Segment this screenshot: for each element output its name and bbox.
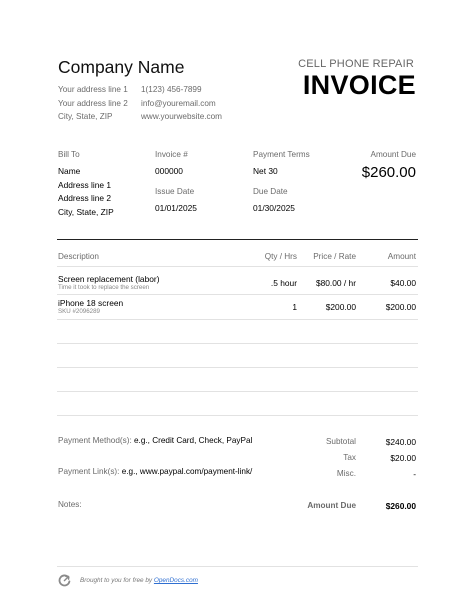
table-row-2-price: $200.00	[325, 302, 356, 312]
opendocs-logo-icon	[58, 574, 71, 587]
footer-credit	[80, 577, 198, 584]
table-row-rule	[57, 415, 418, 416]
misc-label: Misc.	[336, 469, 356, 478]
issue-date: 01/01/2025	[155, 203, 197, 213]
table-row-1-note: Time it took to replace the screen	[58, 284, 150, 291]
contact-phone: 1(123) 456-7899	[141, 85, 202, 94]
table-row-rule	[57, 391, 418, 392]
payment-terms: Net 30	[253, 166, 278, 176]
tax-value: $20.00	[390, 453, 416, 463]
table-row-1-price: $80.00 / hr	[315, 278, 356, 288]
notes-label: Notes:	[58, 500, 82, 509]
amount-due-value: $260.00	[361, 164, 416, 181]
payment-link-line	[58, 467, 252, 476]
payment-method-value: e.g., Credit Card, Check, PayPal	[134, 436, 253, 445]
due-date-label: Due Date	[253, 187, 288, 196]
col-qty: Qty / Hrs	[264, 252, 297, 261]
total-amount-due-label: Amount Due	[307, 501, 356, 510]
amount-due-label: Amount Due	[370, 150, 416, 159]
table-row-rule	[57, 319, 418, 320]
footer-text: Brought to you for free by	[80, 577, 153, 584]
address-city: City, State, ZIP	[58, 112, 113, 121]
tax-label: Tax	[343, 453, 356, 462]
payment-terms-label: Payment Terms	[253, 150, 310, 159]
address-line-2: Your address line 2	[58, 99, 128, 108]
bill-to-address-2: Address line 2	[58, 193, 112, 203]
contact-email: info@youremail.com	[141, 99, 216, 108]
col-amount: Amount	[387, 252, 416, 261]
table-row-rule	[57, 367, 418, 368]
footer-link[interactable]: OpenDocs.com	[153, 577, 198, 584]
bill-to-address-1: Address line 1	[58, 180, 112, 190]
payment-link-value: e.g., www.paypal.com/payment-link/	[121, 467, 253, 476]
table-top-rule	[57, 239, 418, 240]
footer-rule	[57, 566, 418, 567]
document-type: CELL PHONE REPAIR	[298, 58, 414, 70]
table-row-1-qty: .5 hour	[270, 278, 297, 288]
issue-date-label: Issue Date	[155, 187, 195, 196]
table-row-2-amount: $200.00	[385, 302, 416, 312]
bill-to-city: City, State, ZIP	[58, 207, 114, 217]
table-row-1-amount: $40.00	[390, 278, 416, 288]
invoice-title: INVOICE	[302, 70, 416, 100]
invoice-number: 000000	[155, 166, 183, 176]
subtotal-value: $240.00	[385, 437, 416, 447]
payment-link-label: Payment Link(s):	[58, 467, 120, 476]
payment-method-label: Payment Method(s):	[58, 436, 132, 445]
bill-to-name: Name	[58, 166, 81, 176]
total-amount-due-value: $260.00	[385, 501, 416, 511]
table-row-1-description: Screen replacement (labor)	[58, 274, 160, 284]
bill-to-label: Bill To	[58, 150, 80, 159]
payment-method-line	[58, 436, 252, 445]
subtotal-label: Subtotal	[325, 437, 356, 446]
col-price: Price / Rate	[313, 252, 356, 261]
col-description: Description	[58, 252, 99, 261]
table-row-2-sku: SKU #2096289	[58, 308, 100, 315]
contact-website: www.yourwebsite.com	[141, 112, 222, 121]
table-row-rule	[57, 343, 418, 344]
table-row-rule	[57, 294, 418, 295]
table-row-2-qty: 1	[292, 302, 297, 312]
table-row-2-description: iPhone 18 screen	[58, 298, 124, 308]
table-header-rule	[57, 266, 418, 267]
invoice-number-label: Invoice #	[155, 150, 188, 159]
due-date: 01/30/2025	[253, 203, 295, 213]
misc-value: -	[413, 469, 416, 479]
address-line-1: Your address line 1	[58, 85, 128, 94]
company-name: Company Name	[58, 57, 185, 77]
